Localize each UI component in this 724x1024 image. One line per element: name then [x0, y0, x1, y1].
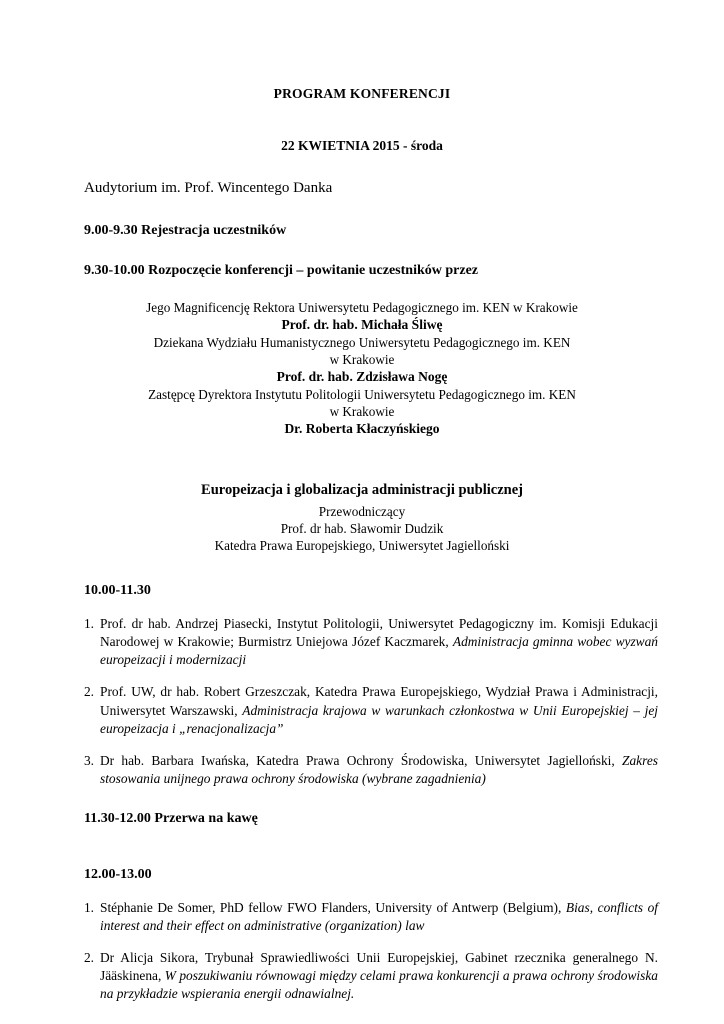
list-item-number: 1 . [74, 615, 94, 633]
list-item-number: 1 . [74, 899, 94, 917]
list-item-number: 2 . [74, 683, 94, 701]
list-item-title: Administracja krajowa w warunkach członkostwa w Unii Europejskiej – jej europeizacja i „renacjonalizacja” [100, 702, 658, 736]
greeting-line-deputy-a: Zastępcę Dyrektora Instytutu Politologii Uniwersytetu Pedagogicznego im. KEN [148, 386, 576, 402]
list-item-title: Zakres stosowania unijnego prawa ochrony środowiska (wybrane zagadnienia) [100, 753, 658, 787]
list-item [66, 752, 658, 788]
session-chair: Prof. dr hab. Sławomir Dudzik [280, 520, 444, 536]
list-item-title: W poszukiwaniu równowagi między celami prawa konkurencji a prawa ochrony środowiska na przykładzie wspierania energii odnawialnej. [100, 968, 658, 1002]
coffee-break-line: 11.30-12.00 Przerwa na kawę [84, 810, 258, 826]
list-item-text: Prof. dr hab. Andrzej Piasecki, Instytut Politologii, Uniwersytet Pedagogiczny im. Komisji Edukacji Narodowej w Krakowie; Burmistrz Uniejowa Józef Kaczmarek, [100, 615, 658, 650]
session-role: Przewodniczący [318, 503, 406, 519]
block1-time: 10.00-11.30 [84, 582, 151, 598]
session-block [66, 481, 658, 554]
opening-line: 9.30-10.00 Rozpoczęcie konferencji – powitanie uczestników przez [84, 263, 478, 278]
registration-line: 9.00-9.30 Rejestracja uczestników [84, 223, 287, 238]
greeting-line-rector: Jego Magnificencję Rektora Uniwersytetu Pedagogicznego im. KEN w Krakowie [146, 300, 578, 315]
list-item-text: Dr Alicja Sikora, Trybunał Sprawiedliwości Unii Europejskiej, Gabinet rzecznika generalnego N. Jääskinena, [100, 950, 658, 984]
conference-date: 22 KWIETNIA 2015 - środa [281, 138, 443, 153]
page-title: PROGRAM KONFERENCJI [273, 86, 451, 101]
list-item [66, 615, 658, 670]
list-item-text: Prof. UW, dr hab. Robert Grzeszczak, Katedra Prawa Europejskiego, Wydział Prawa i Administracji, Uniwersytet Warszawski, [100, 684, 658, 718]
list-item-title: Administracja gminna wobec wyzwań europeizacji i modernizacji [100, 634, 658, 668]
greeting-block [66, 299, 658, 437]
block2-item-list [66, 899, 658, 1004]
list-item-title: Bias, conflicts of interest and their effect on administrative (organization) law [100, 899, 658, 933]
greeting-line-dean-a: Dziekana Wydziału Humanistycznego Uniwersytetu Pedagogicznego im. KEN [153, 334, 571, 350]
block2-time: 12.00-13.00 [84, 866, 152, 882]
list-item [66, 683, 658, 738]
block1-item-list [66, 615, 658, 789]
list-item [66, 899, 658, 935]
list-item-number: 3 . [74, 752, 94, 770]
venue-line: Audytorium im. Prof. Wincentego Danka [84, 180, 333, 196]
greeting-name-rector: Prof. dr. hab. Michała Śliwę [281, 317, 443, 333]
greeting-name-deputy: Dr. Roberta Kłaczyńskiego [284, 420, 440, 436]
greeting-name-dean: Prof. dr. hab. Zdzisława Nogę [276, 369, 448, 385]
session-affiliation: Katedra Prawa Europejskiego, Uniwersytet Jagielloński [214, 538, 510, 554]
list-item-text: Dr hab. Barbara Iwańska, Katedra Prawa Ochrony Środowiska, Uniwersytet Jagielloński, [100, 753, 623, 769]
list-item [66, 949, 658, 1004]
list-item-number: 2 . [74, 949, 94, 967]
list-item-text: Stéphanie De Somer, PhD fellow FWO Flanders, University of Antwerp (Belgium), [100, 899, 566, 915]
greeting-line-deputy-b: w Krakowie [329, 403, 395, 419]
session-title: Europeizacja i globalizacja administracji publicznej [201, 482, 523, 499]
greeting-line-dean-b: w Krakowie [329, 351, 395, 367]
